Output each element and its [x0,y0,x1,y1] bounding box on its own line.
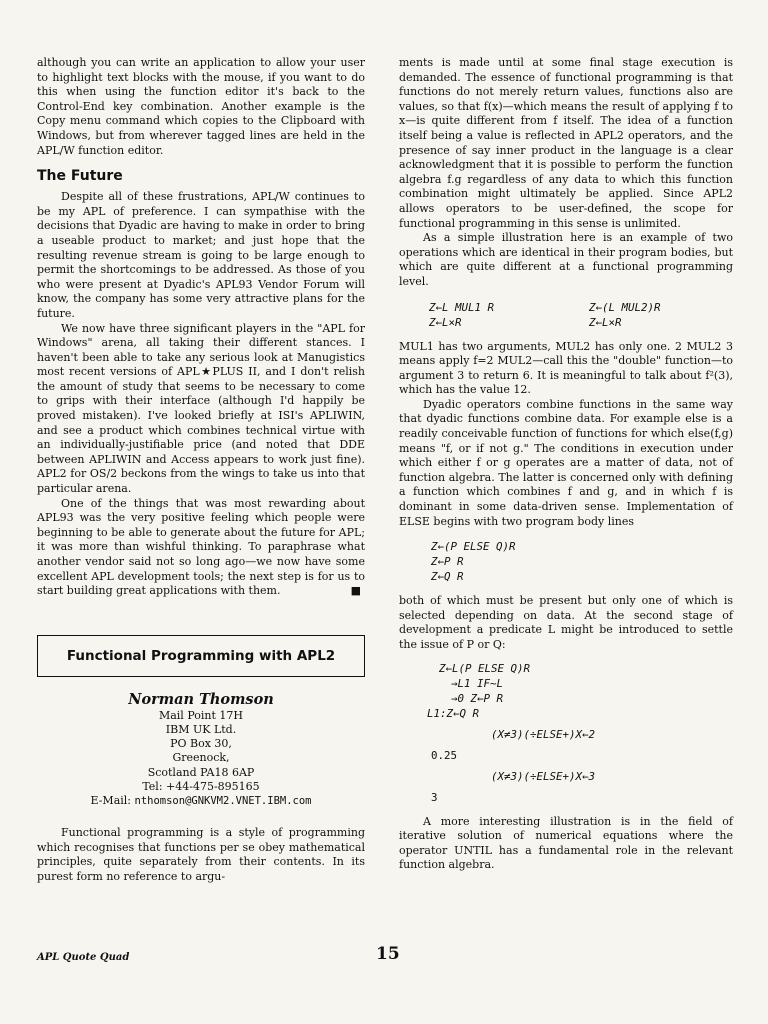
code-line: Z←P R [431,555,464,569]
code-else-predicate [427,661,733,721]
author-line: PO Box 30, [170,737,232,751]
output-value: 3 [431,790,438,804]
page-number: 15 [376,944,400,964]
code-line: Z←L×R [429,315,462,329]
left-column [37,56,365,885]
output-value: 0.25 [431,748,458,762]
author-block [37,691,365,808]
paragraph-future-3 [37,497,365,599]
code-line: Z←L×R [589,315,622,329]
code-line: Z←(L MUL2)R [589,300,661,314]
code-line: Z←L(P ELSE Q)R [439,661,531,675]
paragraph-right-1: ments is made until at some final stage execution is demanded. The essence of functional programming is that functions do not merely return values, functions also are values, so that f(x)—which means the result of applying f to x—is quite different from f itself. The idea of a function itself being a value is reflected in APL2 operators, and the presence of say inner product in the language is a clear acknowledgment that it is possible to perform the function algebra f.g regardless of any data to which this function combination might ultimately be applied. Since APL2 allows operators to be user-defined, the scope for functional programming in this sense is unlimited. [399,56,733,230]
code-session-a [491,727,733,742]
code-line: (X≠3)(÷ELSE+)X←3 [491,769,596,783]
paragraph-future-3-text: One of the things that was most rewarding about APL93 was the very positive feeling which people were beginning to be able to generate about the future for APL; it was more than wishful thinking. To paraphrase what another vendor said not so long ago—we now have some excellent APL development tools; the next step is for us to start building great applications with them. [37,496,365,598]
end-mark: ■ [350,584,361,598]
paragraph-right-3: MUL1 has two arguments, MUL2 has only one. 2 MUL2 3 means apply f=2 MUL2—call this the "double" function—to argument 3 to return 6. It is meaningful to talk about f²(3), which has the value 12. [399,339,733,397]
paragraph-future-2: We now have three significant players in the "APL for Windows" arena, all taking their different stances. I haven't been able to take any serious look at Manugistics most recent versions of APL★PLUS II, and I don't relish the amount of study that seems to be necessary to come to grips with their interface (although I'd happily be proved mistaken). I've looked briefly at ISI's APLIWIN, and see a product which combines technical virtue with an individually-justifiable price (and noted that DDE between APLIWIN and Access appears to work just fine). APL2 for OS/2 beckons from the wings to take us into that particular arena. [37,321,365,496]
paragraph-functional-1: Functional programming is a style of programming which recognises that functions per se obey mathematical principles, quite separately from their contents. In its purest form no reference to argu- [37,826,365,883]
code-mul-example [429,300,733,330]
email-label: E-Mail: [90,794,131,807]
code-line: L1:Z←Q R [427,706,480,720]
paragraph-future-1: Despite all of these frustrations, APL/W continues to be my APL of preference. I can sympathise with the decisions that Dyadic are having to make in order to bring a useable product to market; and just hope that the resulting revenue stream is going to be large enough to permit the shortcomings to be addressed. As those of you who were present at Dyadic's APL93 Vendor Forum will know, the company has some very attractive plans for the future. [37,190,365,320]
article-title-box [37,635,365,677]
email-address[interactable]: nthomson@GNKVM2.VNET.IBM.com [134,795,312,807]
journal-name: APL Quote Quad [37,952,130,963]
code-line: (X≠3)(÷ELSE+)X←2 [491,727,596,741]
code-line: →0 Z←P R [451,691,504,705]
code-line: Z←L MUL1 R [429,300,495,314]
author-line: IBM UK Ltd. [165,722,237,736]
paragraph-right-2: As a simple illustration here is an example of two operations which are identical in their program bodies, but which are quite different at a functional programming level. [399,231,733,288]
code-else-body [431,539,733,584]
paragraph-intro: although you can write an application to allow your user to highlight text blocks with the mouse, if you want to do this when using the function editor it's back to the Control-End key combination. Another example is the Copy menu command which copies to the Clipboard with Windows, but from wherever tagged lines are held in the APL/W function editor. [37,56,365,157]
author-line: Greenock, [172,751,230,765]
heading-the-future: The Future [37,168,123,185]
code-line: Z←Q R [431,570,464,584]
author-email-line [37,794,365,808]
code-line: Z←(P ELSE Q)R [431,540,516,554]
paragraph-right-6: A more interesting illustration is in the field of iterative solution of numerical equations where the operator UNTIL has a fundamental role in the relevant function algebra. [399,814,733,872]
author-line: Scotland PA18 6AP [147,765,255,779]
author-line: Tel: +44-475-895165 [142,779,260,793]
right-column [399,56,733,873]
paragraph-right-4: Dyadic operators combine functions in the same way that dyadic functions combine data. For example else is a readily conceivable function of functions for which else(f,g) means "f, or if not g." The conditions in execution under which either f or g operates are a matter of data, not of function algebra. The latter is concerned only with defining a function which combines f and g, and in which f is dominant in some data-driven sense. Implementation of ELSE begins with two program body lines [399,397,733,528]
code-session-b [491,769,733,784]
author-line: Mail Point 17H [158,708,244,722]
article-title: Functional Programming with APL2 [66,647,336,664]
code-line: →L1 IF~L [451,676,504,690]
author-name: Norman Thomson [128,690,274,708]
paragraph-right-5: both of which must be present but only one of which is selected depending on data. At the second stage of development a predicate L might be introduced to settle the issue of P or Q: [399,594,733,651]
